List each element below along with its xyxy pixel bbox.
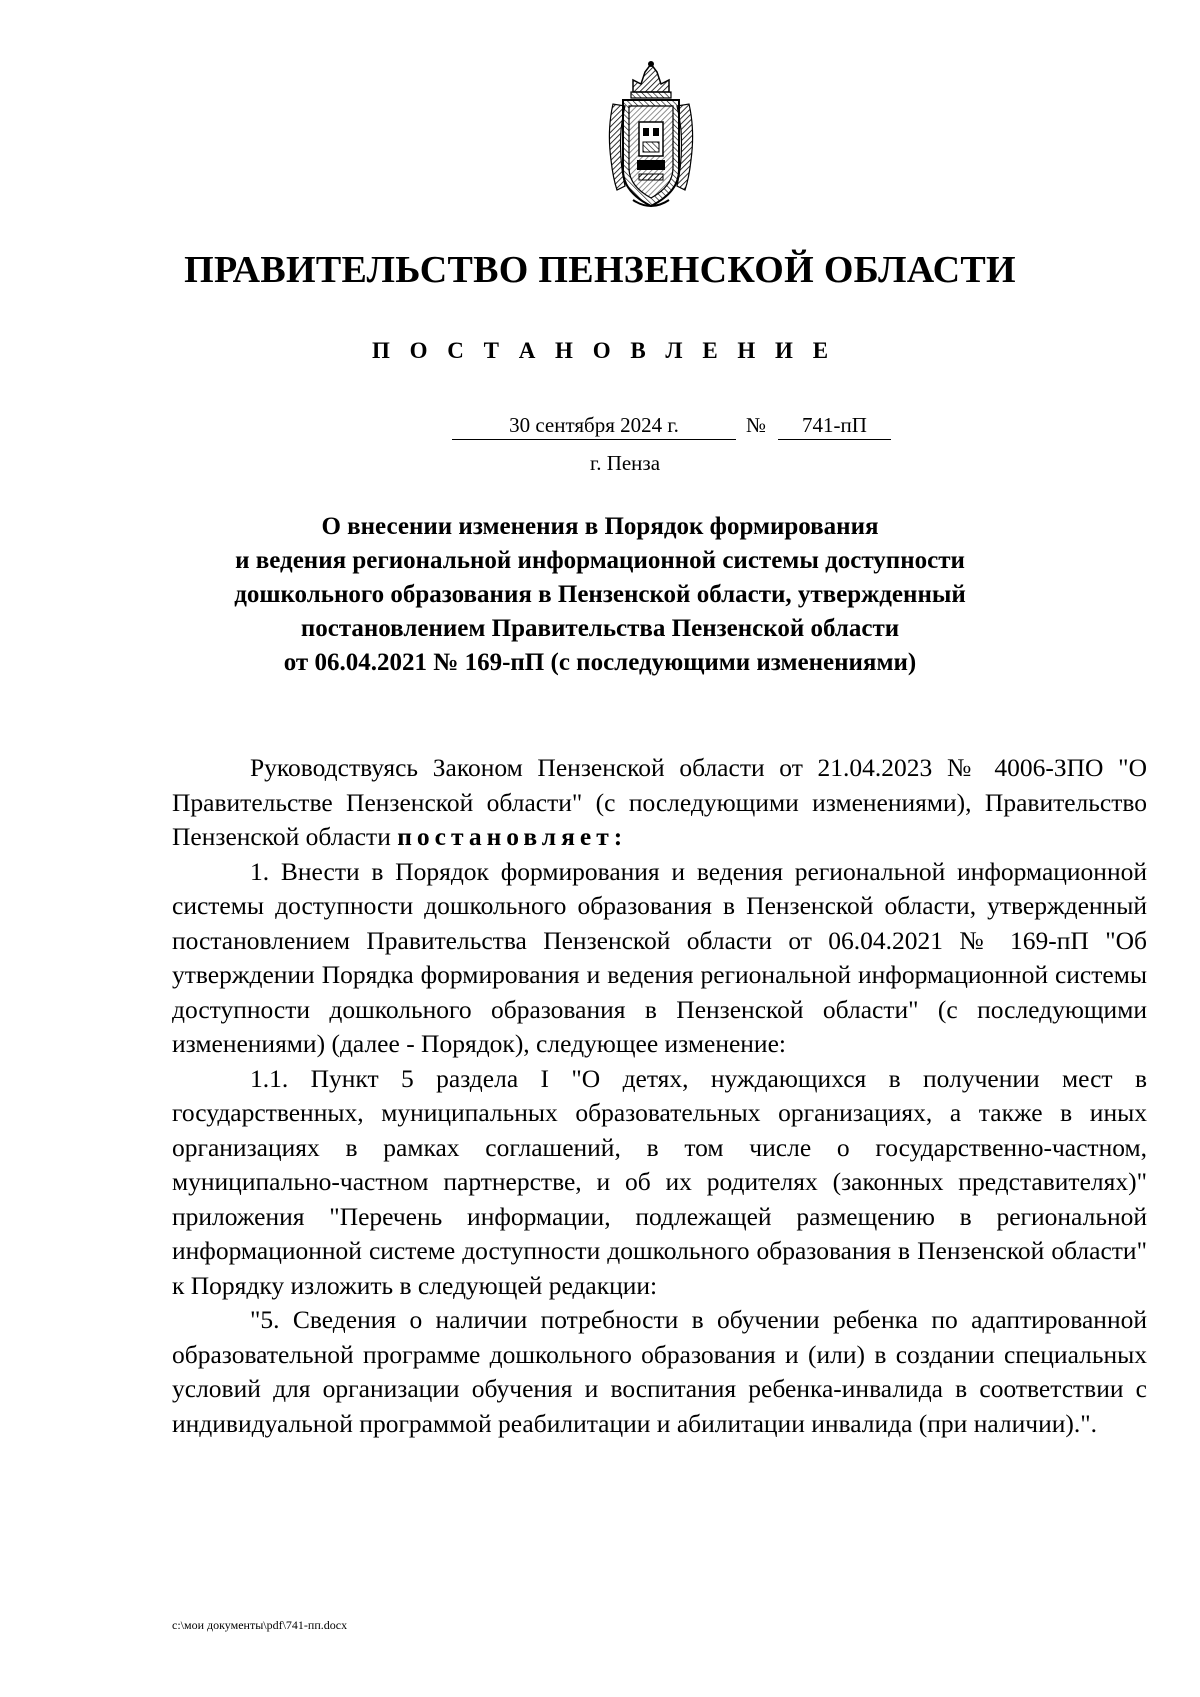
item-1-paragraph: 1. Внести в Порядок формирования и ведения региональной информационной системы доступности дошкольного образования в Пензенской области, утвержденный постановлением Правительства Пензенской области от 06.04.2021 № 169-пП "Об утверждении Порядка формирования и ведения региональной информационной системы доступности дошкольного образования в Пензенской области" (с последующими изменениями) (далее - Порядок), следующее изменение:	[172, 856, 1147, 1058]
preamble-text: Руководствуясь Законом Пензенской области от 21.04.2023 № 4006-ЗПО "О Правительстве Пензенской области" (с последующими изменениями), Правительство Пензенской области	[172, 753, 1147, 851]
item-1-1-paragraph: 1.1. Пункт 5 раздела I "О детях, нуждающихся в получении мест в государственных, муниципальных образовательных организациях, а также в иных организациях в рамках соглашений, в том числе о государственно-частном, муниципально-частном партнерстве, и об их родителях (законных представителях)" приложения "Перечень информации, подлежащей размещению в региональной информационной системе доступности дошкольного образования в Пензенской области" к Порядку изложить в следующей редакции:	[172, 1063, 1147, 1300]
decree-word: постановляет:	[397, 822, 628, 851]
subject-line: дошкольного образования в Пензенской области, утвержденный	[234, 581, 966, 608]
subject-line: постановлением Правительства Пензенской области	[300, 615, 900, 642]
decree-date: 30 сентября 2024 г.	[452, 411, 736, 440]
coat-of-arms-icon	[603, 60, 699, 212]
file-path-footer: c:\мои документы\pdf\741-пп.docx	[172, 1618, 348, 1632]
subject-line: и ведения региональной информационной системы доступности	[235, 547, 965, 574]
city-name: г. Пенза	[589, 451, 661, 475]
preamble-paragraph	[172, 751, 1147, 855]
decree-body	[172, 751, 1147, 1441]
new-wording-paragraph: "5. Сведения о наличии потребности в обучении ребенка по адаптированной образовательной программе дошкольного образования и (или) в создании специальных условий для организации обучения и воспитания ребенка-инвалида в соответствии с индивидуальной программой реабилитации и абилитации инвалида (при наличии).".	[172, 1305, 1147, 1438]
document-type-title: П О С Т А Н О В Л Е Н И Е	[371, 338, 836, 363]
government-title: ПРАВИТЕЛЬСТВО ПЕНЗЕНСКОЙ ОБЛАСТИ	[184, 249, 1016, 291]
decree-number: 741-пП	[778, 411, 891, 440]
subject-line: от 06.04.2021 № 169-пП (с последующими изменениями)	[283, 649, 917, 676]
decree-subject	[150, 510, 1050, 680]
subject-line: О внесении изменения в Порядок формирования	[321, 513, 879, 540]
number-sign: №	[746, 413, 767, 437]
